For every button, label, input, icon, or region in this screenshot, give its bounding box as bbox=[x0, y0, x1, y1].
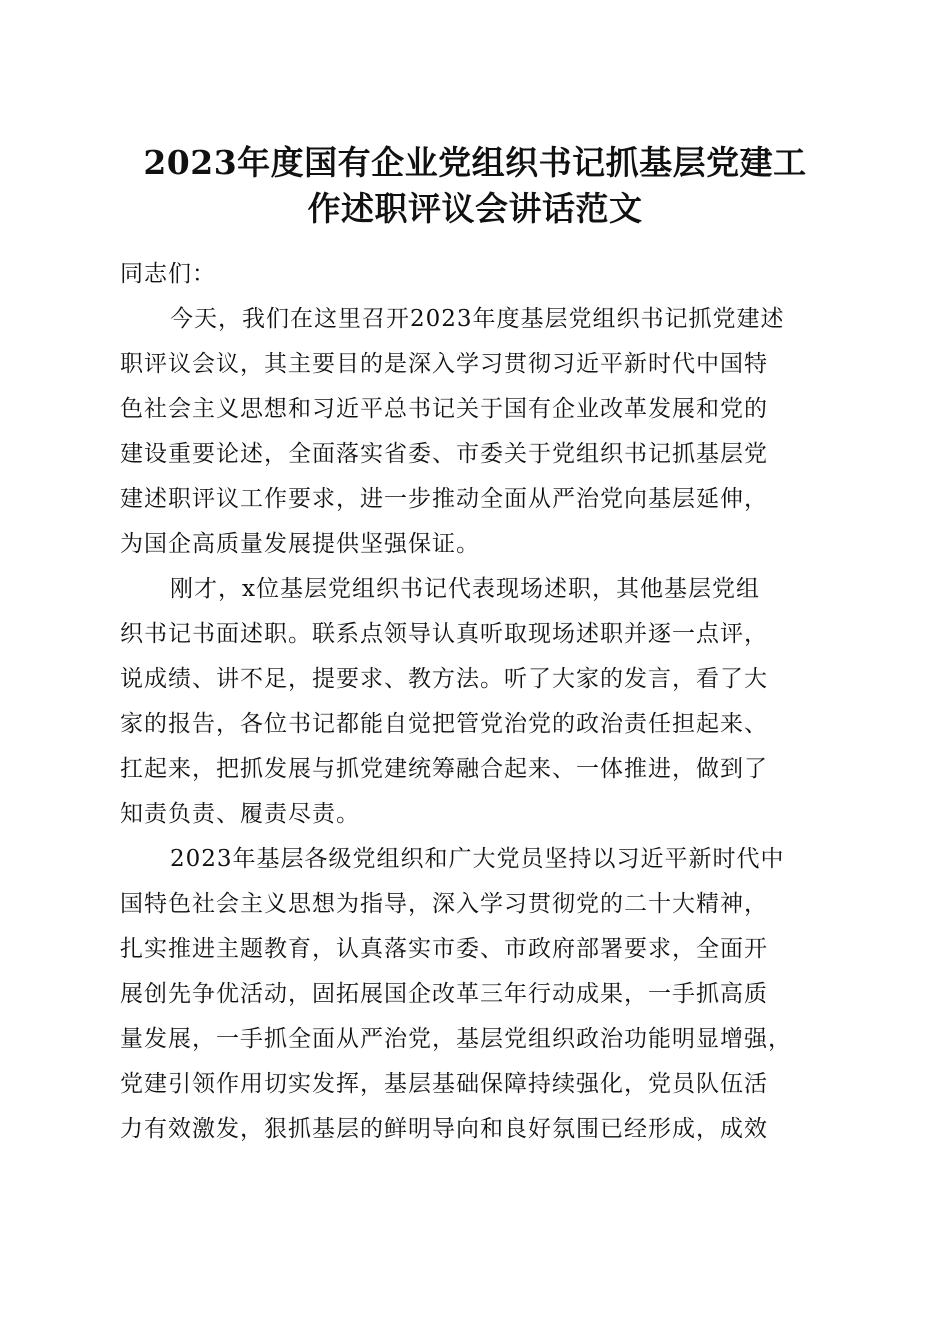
paragraph-line: 扛起来，把抓发展与抓党建统筹融合起来、一体推进，做到了 bbox=[120, 756, 768, 782]
title-line: 2023年度国有企业党组织书记抓基层党建工 bbox=[143, 143, 807, 182]
paragraph-line: 力有效激发，狠抓基层的鲜明导向和良好氛围已经形成，成效 bbox=[120, 1116, 768, 1142]
paragraph-1 bbox=[120, 297, 840, 567]
paragraph-line: 国特色社会主义思想为指导，深入学习贯彻党的二十大精神， bbox=[120, 891, 768, 917]
paragraph-line: 职评议会议，其主要目的是深入学习贯彻习近平新时代中国特 bbox=[120, 351, 768, 377]
paragraph-line: 说成绩、讲不足，提要求、教方法。听了大家的发言，看了大 bbox=[120, 666, 768, 692]
paragraph-line: 党建引领作用切实发挥，基层基础保障持续强化，党员队伍活 bbox=[120, 1071, 768, 1097]
paragraph-2 bbox=[120, 567, 840, 837]
paragraph-line: 家的报告，各位书记都能自觉把管党治党的政治责任担起来、 bbox=[120, 711, 768, 737]
paragraph-line: 色社会主义思想和习近平总书记关于国有企业改革发展和党的 bbox=[120, 396, 768, 422]
paragraph-line: 2023年基层各级党组织和广大党员坚持以习近平新时代中 bbox=[170, 846, 785, 872]
paragraph-line: 刚才，x位基层党组织书记代表现场述职，其他基层党组 bbox=[170, 576, 760, 602]
paragraph-line: 织书记书面述职。联系点领导认真听取现场述职并逐一点评， bbox=[120, 621, 768, 647]
paragraph-line: 为国企高质量发展提供坚强保证。 bbox=[120, 531, 480, 557]
document-body bbox=[120, 252, 840, 1152]
document-title bbox=[100, 140, 850, 232]
paragraph-line: 建述职评议工作要求，进一步推动全面从严治党向基层延伸， bbox=[120, 486, 768, 512]
paragraph-line: 展创先争优活动，固拓展国企改革三年行动成果，一手抓高质 bbox=[120, 981, 768, 1007]
salutation: 同志们： bbox=[120, 261, 216, 287]
title-line: 作述职评议会讲话范文 bbox=[307, 189, 643, 228]
paragraph-line: 知责负责、履责尽责。 bbox=[120, 801, 360, 827]
paragraph-line: 量发展，一手抓全面从严治党，基层党组织政治功能明显增强， bbox=[120, 1026, 792, 1052]
paragraph-3 bbox=[120, 837, 840, 1152]
paragraph-line: 扎实推进主题教育，认真落实市委、市政府部署要求，全面开 bbox=[120, 936, 768, 962]
paragraph-line: 建设重要论述，全面落实省委、市委关于党组织书记抓基层党 bbox=[120, 441, 768, 467]
paragraph-line: 今天，我们在这里召开2023年度基层党组织书记抓党建述 bbox=[170, 306, 785, 332]
